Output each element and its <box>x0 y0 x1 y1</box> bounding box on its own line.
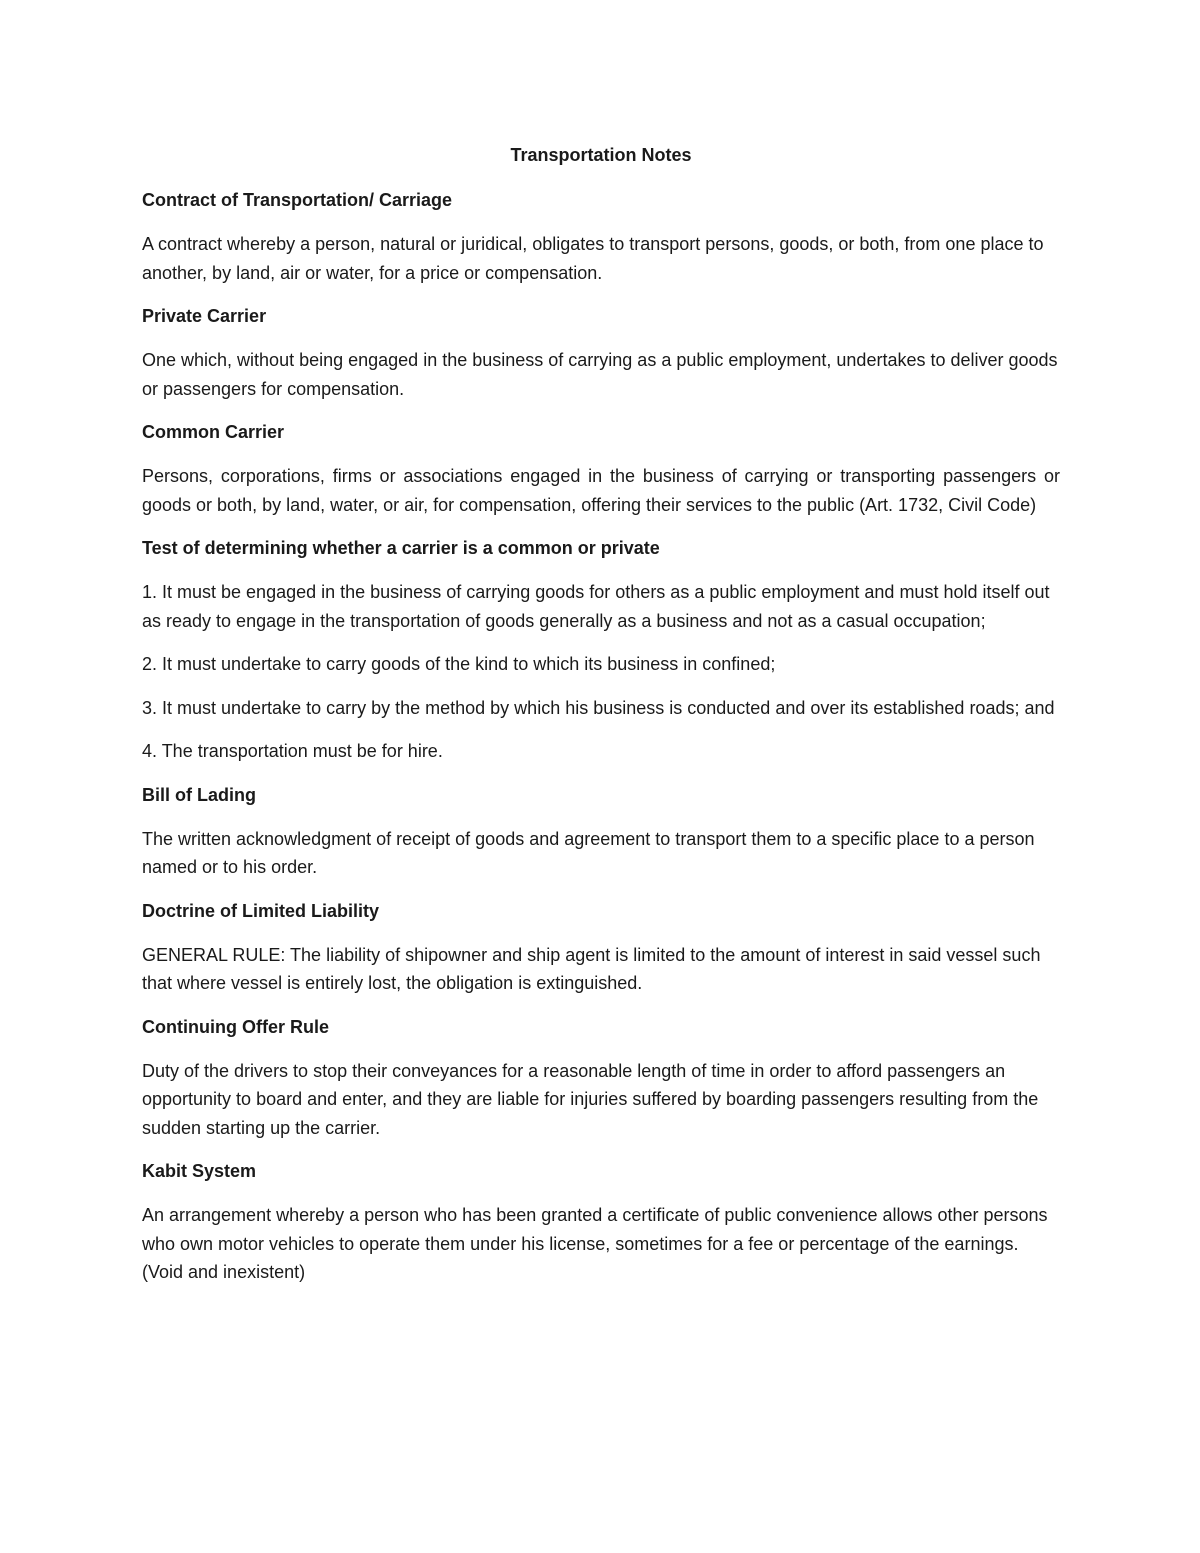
section-body-bill-of-lading: The written acknowledgment of receipt of goods and agreement to transport them to a specific place to a person named or to his order. <box>142 828 1035 877</box>
section-body-limited-liability: GENERAL RULE: The liability of shipowner and ship agent is limited to the amount of interest in said vessel such that where vessel is entirely lost, the obligation is extinguished. <box>142 944 1041 993</box>
section-heading-limited-liability: Doctrine of Limited Liability <box>142 900 380 921</box>
section-body-continuing-offer: Duty of the drivers to stop their conveyances for a reasonable length of time in order to afford passengers an opportunity to board and enter, and they are liable for injuries suffered by boarding passengers resulting from the sudden starting up the carrier. <box>142 1060 1039 1138</box>
section-body-private-carrier: One which, without being engaged in the business of carrying as a public employment, undertakes to deliver goods or passengers for compensation. <box>142 350 1058 399</box>
section-heading-common-carrier: Common Carrier <box>142 422 285 442</box>
test-item-1: 1. It must be engaged in the business of carrying goods for others as a public employment and must hold itself out as ready to engage in the transportation of goods generally as a business and not as a casual occupation; <box>142 582 1050 631</box>
section-heading-private-carrier: Private Carrier <box>142 306 267 326</box>
section-heading-continuing-offer: Continuing Offer Rule <box>142 1016 329 1037</box>
test-item-4: 4. The transportation must be for hire. <box>142 741 443 761</box>
test-item-2: 2. It must undertake to carry goods of the kind to which its business in confined; <box>142 654 776 674</box>
section-body-kabit-system: An arrangement whereby a person who has been granted a certificate of public convenience allows other persons who own motor vehicles to operate them under his license, sometimes for a fee or percentage of the earnings. (Void and inexistent) <box>142 1205 1048 1282</box>
section-heading-kabit-system: Kabit System <box>142 1161 257 1181</box>
section-body-contract: A contract whereby a person, natural or juridical, obligates to transport persons, goods, or both, from one place to another, by land, air or water, for a price or compensation. <box>142 234 1044 283</box>
section-body-common-carrier: Persons, corporations, firms or associations engaged in the business of carrying or transporting passengers or goods or both, by land, water, or air, for compensation, offering their services to the public (Art. 1732, Civil Code) <box>142 466 1060 515</box>
section-heading-bill-of-lading: Bill of Lading <box>142 784 256 805</box>
document-body <box>142 141 1060 1302</box>
section-heading-test: Test of determining whether a carrier is a common or private <box>142 538 660 558</box>
section-heading-contract: Contract of Transportation/ Carriage <box>142 190 453 210</box>
document-title: Transportation Notes <box>510 145 692 165</box>
test-item-3: 3. It must undertake to carry by the method by which his business is conducted and over its established roads; and <box>142 697 1055 718</box>
